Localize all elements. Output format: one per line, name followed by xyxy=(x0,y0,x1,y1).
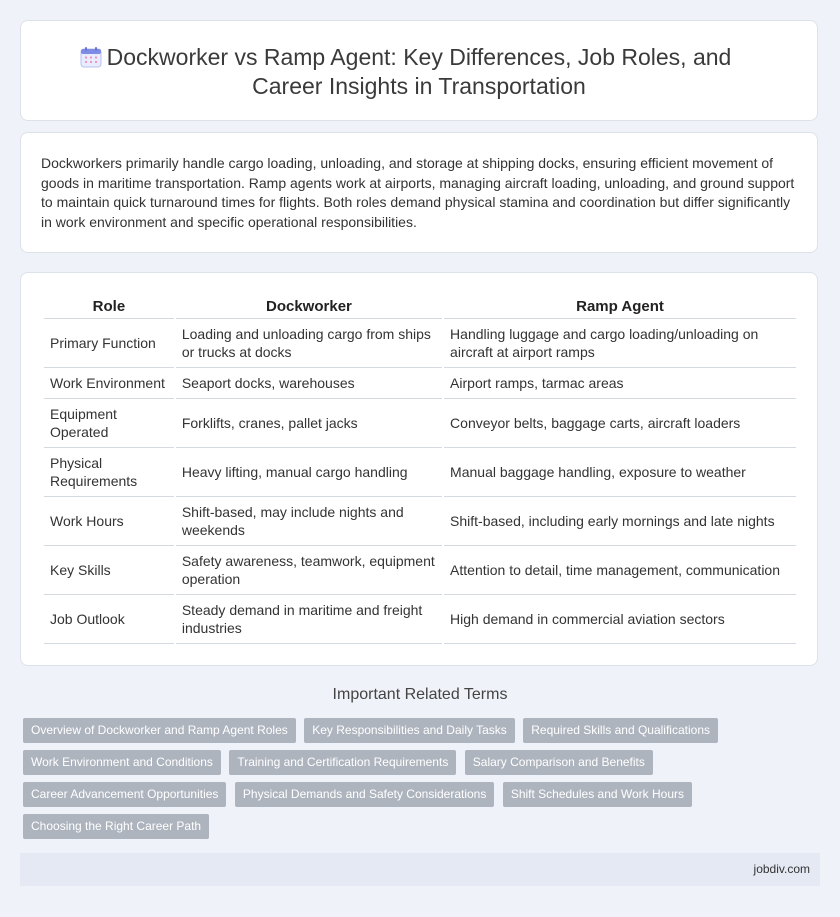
dockworker-cell: Heavy lifting, manual cargo handling xyxy=(176,448,442,497)
ramp-agent-cell: Manual baggage handling, exposure to weather xyxy=(444,448,796,497)
row-label: Work Hours xyxy=(44,497,174,546)
footer-bar xyxy=(20,853,820,886)
comparison-card xyxy=(20,272,818,666)
row-label: Key Skills xyxy=(44,546,174,595)
footer-site-link[interactable]: jobdiv.com xyxy=(753,862,810,876)
row-label: Work Environment xyxy=(44,368,174,399)
dockworker-cell: Shift-based, may include nights and weekends xyxy=(176,497,442,546)
related-term-tag[interactable]: Salary Comparison and Benefits xyxy=(465,750,653,775)
related-term-tag[interactable]: Overview of Dockworker and Ramp Agent Roles xyxy=(23,718,296,743)
table-row xyxy=(44,595,796,644)
table-row xyxy=(44,368,796,399)
related-term-tag[interactable]: Key Responsibilities and Daily Tasks xyxy=(304,718,515,743)
related-term-tag[interactable]: Work Environment and Conditions xyxy=(23,750,221,775)
row-label: Physical Requirements xyxy=(44,448,174,497)
page-title xyxy=(21,43,817,101)
ramp-agent-cell: Conveyor belts, baggage carts, aircraft loaders xyxy=(444,399,796,448)
related-terms-title: Important Related Terms xyxy=(332,686,508,703)
dockworker-cell: Seaport docks, warehouses xyxy=(176,368,442,399)
dockworker-cell: Safety awareness, teamwork, equipment operation xyxy=(176,546,442,595)
related-term-tag[interactable]: Training and Certification Requirements xyxy=(229,750,456,775)
row-label: Equipment Operated xyxy=(44,399,174,448)
ramp-agent-cell: Shift-based, including early mornings and late nights xyxy=(444,497,796,546)
ramp-agent-cell: Handling luggage and cargo loading/unloading on aircraft at airport ramps xyxy=(444,319,796,368)
related-term-tag[interactable]: Required Skills and Qualifications xyxy=(523,718,718,743)
related-terms-list xyxy=(23,718,813,846)
dockworker-cell: Steady demand in maritime and freight industries xyxy=(176,595,442,644)
dockworker-cell: Loading and unloading cargo from ships or trucks at docks xyxy=(176,319,442,368)
row-label: Primary Function xyxy=(44,319,174,368)
ramp-agent-cell: Airport ramps, tarmac areas xyxy=(444,368,796,399)
table-row xyxy=(44,497,796,546)
related-term-tag[interactable]: Physical Demands and Safety Considerations xyxy=(235,782,494,807)
dockworker-cell: Forklifts, cranes, pallet jacks xyxy=(176,399,442,448)
page-title-line2: Career Insights in Transportation xyxy=(252,73,586,99)
ramp-agent-cell: Attention to detail, time management, communication xyxy=(444,546,796,595)
ramp-agent-cell: High demand in commercial aviation sectors xyxy=(444,595,796,644)
header-ramp-agent: Ramp Agent xyxy=(444,294,796,319)
page-title-line1: Dockworker vs Ramp Agent: Key Differences, Job Roles, and xyxy=(106,44,732,70)
header-dockworker: Dockworker xyxy=(176,294,442,319)
intro-card xyxy=(20,132,818,253)
related-term-tag[interactable]: Shift Schedules and Work Hours xyxy=(503,782,692,807)
row-label: Job Outlook xyxy=(44,595,174,644)
related-term-tag[interactable]: Career Advancement Opportunities xyxy=(23,782,226,807)
header-card xyxy=(20,20,818,121)
table-header-row xyxy=(44,294,796,319)
intro-text: Dockworkers primarily handle cargo loading, unloading, and storage at shipping docks, ensuring efficient movement of goods in maritime transportation. Ramp agents work at airports, managing aircraft loading, unloading, and ground support to maintain quick turnaround times for flights. Both roles demand physical stamina and coordination but differ significantly in work environment and specific operational responsibilities. xyxy=(41,155,795,230)
table-row xyxy=(44,546,796,595)
header-role: Role xyxy=(44,294,174,319)
table-row xyxy=(44,399,796,448)
table-row xyxy=(44,319,796,368)
comparison-table xyxy=(42,294,798,644)
related-term-tag[interactable]: Choosing the Right Career Path xyxy=(23,814,209,839)
table-row xyxy=(44,448,796,497)
